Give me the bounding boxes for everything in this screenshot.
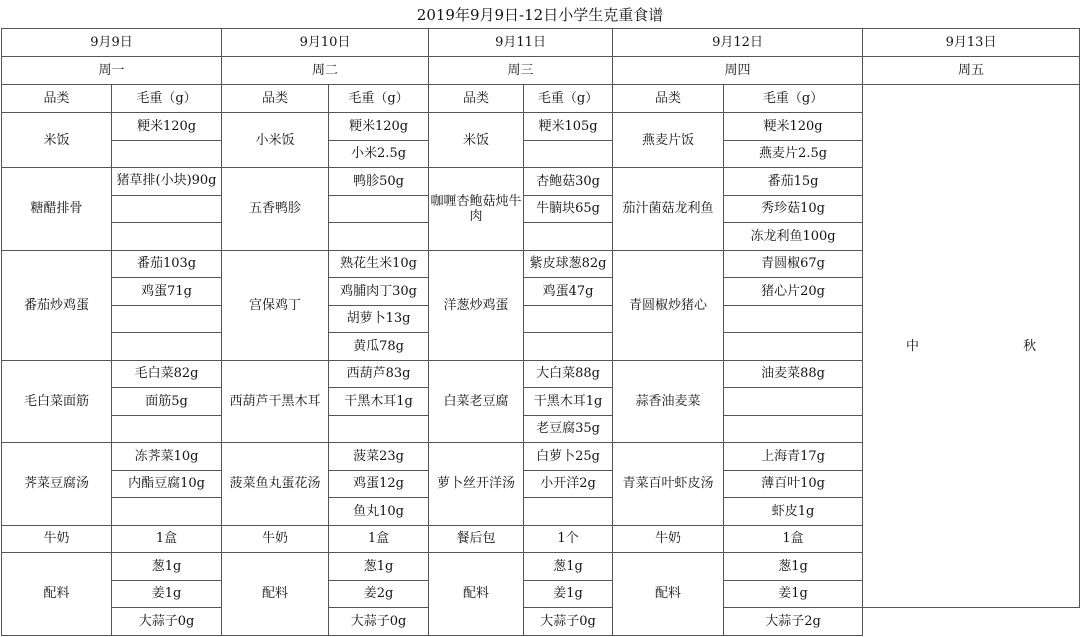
ingredient: 大白菜88g (524, 360, 613, 388)
ingredient (524, 140, 613, 168)
ingredient: 番茄103g (112, 250, 222, 278)
ingredient (329, 223, 429, 251)
weight-header: 毛重（g） (724, 85, 863, 113)
dish-name: 青圆椒炒猪心 (613, 250, 724, 360)
dish-name: 牛奶 (613, 525, 724, 553)
date-thu: 9月12日 (613, 29, 863, 57)
ingredient: 粳米105g (524, 113, 613, 141)
dish-name: 配料 (429, 553, 524, 636)
weight-header: 毛重（g） (524, 85, 613, 113)
ingredient: 粳米120g (112, 113, 222, 141)
dish-name: 配料 (613, 553, 724, 636)
ingredient: 大蒜子0g (329, 608, 429, 636)
dish-name: 米饭 (2, 113, 112, 168)
holiday-char: 秋 (1023, 338, 1037, 354)
ingredient: 杏鲍菇30g (524, 168, 613, 196)
weekday-wed: 周三 (429, 57, 613, 85)
ingredient: 上海青17g (724, 443, 863, 471)
ingredient (112, 498, 222, 526)
ingredient: 粳米120g (329, 113, 429, 141)
ingredient (112, 415, 222, 443)
ingredient: 姜1g (112, 580, 222, 608)
ingredient (112, 168, 222, 196)
dish-name: 宫保鸡丁 (222, 250, 329, 360)
friday-holiday-note (863, 85, 1080, 608)
dish-name: 白菜老豆腐 (429, 360, 524, 443)
ingredient: 姜1g (524, 580, 613, 608)
ingredient: 大蒜子0g (112, 608, 222, 636)
dish-name: 餐后包 (429, 525, 524, 553)
ingredient: 干黑木耳1g (524, 388, 613, 416)
ingredient: 大蒜子2g (724, 608, 863, 636)
ingredient (524, 223, 613, 251)
ingredient: 虾皮1g (724, 498, 863, 526)
dish-name: 牛奶 (222, 525, 329, 553)
ingredient (112, 140, 222, 168)
ingredient: 胡萝卜13g (329, 305, 429, 333)
ingredient: 燕麦片2.5g (724, 140, 863, 168)
ingredient: 牛腩块65g (524, 195, 613, 223)
ingredient: 姜2g (329, 580, 429, 608)
ingredient (329, 195, 429, 223)
ingredient: 小米2.5g (329, 140, 429, 168)
ingredient (724, 388, 863, 416)
date-wed: 9月11日 (429, 29, 613, 57)
dish-name: 牛奶 (2, 525, 112, 553)
category-header: 品类 (222, 85, 329, 113)
ingredient: 青圆椒67g (724, 250, 863, 278)
date-mon: 9月9日 (2, 29, 222, 57)
dish-name: 青菜百叶虾皮汤 (613, 443, 724, 526)
holiday-char: 中 (906, 338, 920, 354)
dish-name: 燕麦片饭 (613, 113, 724, 168)
weight-header: 毛重（g） (329, 85, 429, 113)
dish-name: 菠菜鱼丸蛋花汤 (222, 443, 329, 526)
ingredient: 葱1g (112, 553, 222, 581)
ingredient (724, 333, 863, 361)
weekday-fri: 周五 (863, 57, 1080, 85)
ingredient (112, 195, 222, 223)
ingredient-text: 猪草排(小块)90g (116, 172, 217, 188)
ingredient (724, 305, 863, 333)
ingredient (112, 305, 222, 333)
dish-name: 配料 (2, 553, 112, 636)
ingredient: 姜1g (724, 580, 863, 608)
date-tue: 9月10日 (222, 29, 429, 57)
ingredient: 内酯豆腐10g (112, 470, 222, 498)
category-header: 品类 (2, 85, 112, 113)
ingredient: 葱1g (329, 553, 429, 581)
ingredient: 鸡脯肉丁30g (329, 278, 429, 306)
dish-name: 萝卜丝开洋汤 (429, 443, 524, 526)
dish-name: 茄汁菌菇龙利鱼 (613, 168, 724, 251)
ingredient (524, 333, 613, 361)
ingredient: 鸡蛋12g (329, 470, 429, 498)
ingredient: 老豆腐35g (524, 415, 613, 443)
dish-name: 蒜香油麦菜 (613, 360, 724, 443)
ingredient: 猪心片20g (724, 278, 863, 306)
ingredient: 熟花生米10g (329, 250, 429, 278)
ingredient: 1个 (524, 525, 613, 553)
ingredient (524, 305, 613, 333)
ingredient: 鸭胗50g (329, 168, 429, 196)
ingredient: 黄瓜78g (329, 333, 429, 361)
ingredient: 菠菜23g (329, 443, 429, 471)
dish-name: 五香鸭胗 (222, 168, 329, 251)
weight-header: 毛重（g） (112, 85, 222, 113)
weekday-mon: 周一 (2, 57, 222, 85)
ingredient (329, 415, 429, 443)
ingredient: 紫皮球葱82g (524, 250, 613, 278)
ingredient: 秀珍菇10g (724, 195, 863, 223)
dish-name: 咖喱杏鲍菇炖牛肉 (429, 168, 524, 251)
dish-name: 毛白菜面筋 (2, 360, 112, 443)
ingredient: 番茄15g (724, 168, 863, 196)
ingredient (524, 498, 613, 526)
dish-name: 西葫芦干黑木耳 (222, 360, 329, 443)
ingredient: 白萝卜25g (524, 443, 613, 471)
dish-name: 米饭 (429, 113, 524, 168)
dish-name: 荠菜豆腐汤 (2, 443, 112, 526)
ingredient (112, 223, 222, 251)
menu-title: 2019年9月9日-12日小学生克重食谱 (416, 6, 664, 24)
ingredient: 1盒 (112, 525, 222, 553)
weekday-thu: 周四 (613, 57, 863, 85)
category-header: 品类 (429, 85, 524, 113)
date-fri: 9月13日 (863, 29, 1080, 57)
ingredient: 面筋5g (112, 388, 222, 416)
weekday-tue: 周二 (222, 57, 429, 85)
dish-name: 洋葱炒鸡蛋 (429, 250, 524, 360)
ingredient: 干黑木耳1g (329, 388, 429, 416)
ingredient: 1盒 (329, 525, 429, 553)
ingredient: 鱼丸10g (329, 498, 429, 526)
ingredient: 冻龙利鱼100g (724, 223, 863, 251)
ingredient: 鸡蛋71g (112, 278, 222, 306)
ingredient: 毛白菜82g (112, 360, 222, 388)
ingredient: 1盒 (724, 525, 863, 553)
ingredient (112, 333, 222, 361)
ingredient: 小开洋2g (524, 470, 613, 498)
ingredient: 油麦菜88g (724, 360, 863, 388)
ingredient: 冻荠菜10g (112, 443, 222, 471)
ingredient: 大蒜子0g (524, 608, 613, 636)
ingredient: 葱1g (724, 553, 863, 581)
dish-name: 糖醋排骨 (2, 168, 112, 251)
ingredient (724, 415, 863, 443)
category-header: 品类 (613, 85, 724, 113)
ingredient: 鸡蛋47g (524, 278, 613, 306)
ingredient: 薄百叶10g (724, 470, 863, 498)
ingredient: 粳米120g (724, 113, 863, 141)
menu-table (1, 28, 1080, 636)
dish-name: 配料 (222, 553, 329, 636)
ingredient: 西葫芦83g (329, 360, 429, 388)
ingredient: 葱1g (524, 553, 613, 581)
dish-name: 番茄炒鸡蛋 (2, 250, 112, 360)
dish-name: 小米饭 (222, 113, 329, 168)
